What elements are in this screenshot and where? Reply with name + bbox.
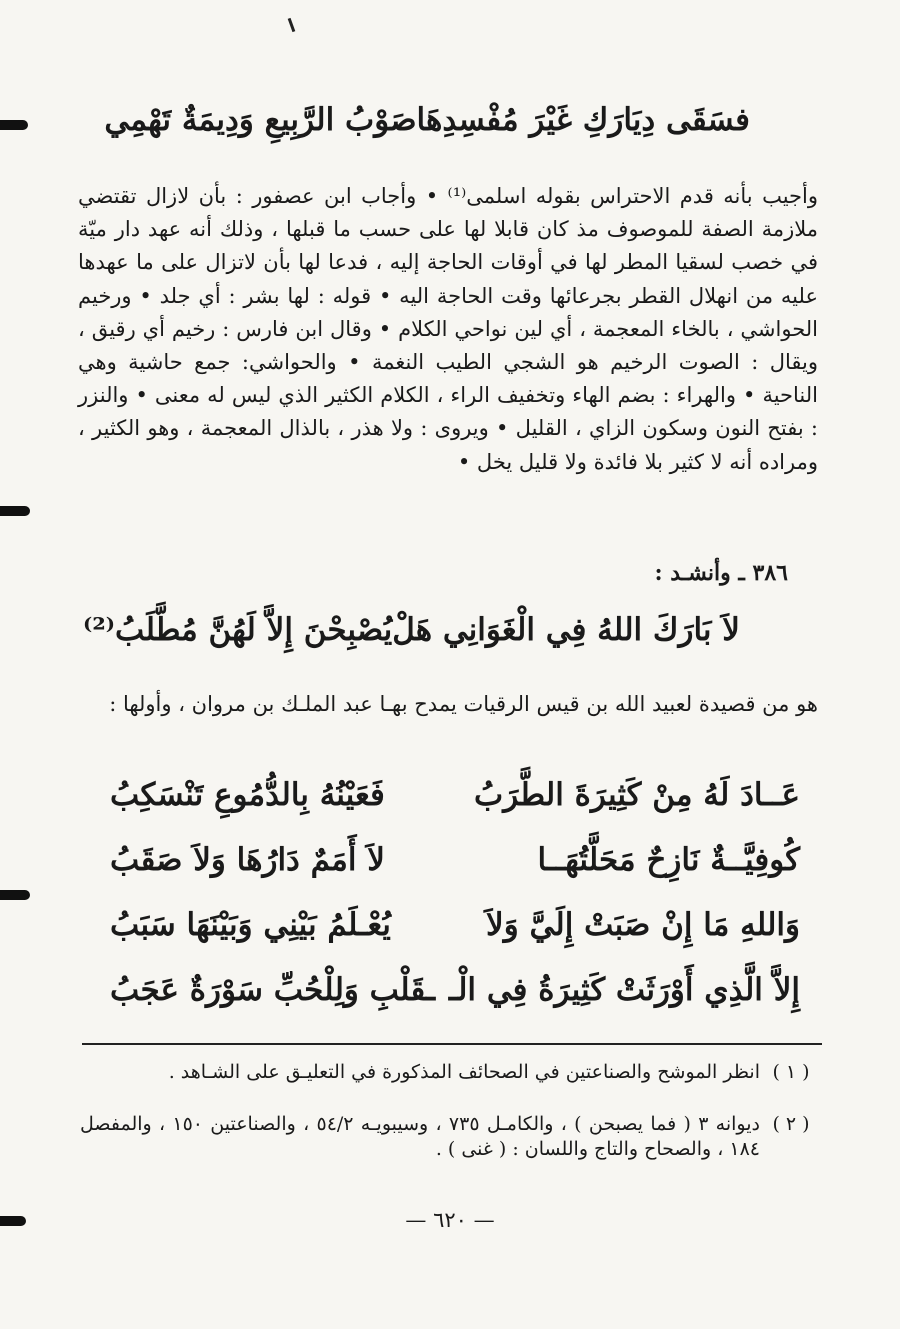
corner-mark xyxy=(288,18,296,32)
scan-edge-mark xyxy=(0,120,28,130)
verse-hemistich-right: عَــادَ لَهُ مِنْ كَثِيرَةَ الطَّرَبُ xyxy=(474,777,800,813)
scan-edge-mark xyxy=(0,506,30,516)
poem-line xyxy=(110,842,800,878)
poem-line xyxy=(110,972,800,1008)
footnote-separator xyxy=(82,1043,822,1045)
verse-hemistich-right: إِلاَّ الَّذِي أَوْرَثَتْ كَثِيرَةُ فِي الْـ xyxy=(448,972,800,1008)
footnote-number: ( ٢ ) xyxy=(772,1113,810,1135)
footnote-text: انظر الموشح والصناعتين في الصحائف المذكورة في التعليـق على الشـاهد . xyxy=(168,1061,760,1083)
verse-hemistich-left: ـقَلْبِ وَلِلْحُبِّ سَوْرَةٌ عَجَبُ xyxy=(110,972,436,1008)
verse-hemistich-right: كُوفِيَّــةٌ نَازِحٌ مَحَلَّتُهَــا xyxy=(537,842,800,878)
section-heading: ٣٨٦ ـ وأنشـد : xyxy=(654,560,788,586)
verse-hemistich-right: لاَ بَارَكَ اللهُ فِي الْغَوَانِي هَلْ xyxy=(392,612,740,648)
footnote-number: ( ١ ) xyxy=(772,1061,810,1083)
footnote-text: ديوانه ٣ ( فما يصبحن ) ، والكامـل ٧٣٥ ، وسيبويـه ٥٤/٢ ، والصناعتين ١٥٠ ، والمفصل ١٨٤ ، والصحاح والتاج واللسان : ( غنى ) . xyxy=(80,1113,761,1160)
verse-hemistich-right: وَاللهِ مَا إِنْ صَبَتْ إِلَيَّ وَلاَ xyxy=(486,907,800,943)
scan-edge-mark xyxy=(0,890,30,900)
commentary-paragraph: وأجيب بأنه قدم الاحتراس بقوله اسلمى⁽¹⁾ • وأجاب ابن عصفور : بأن لازال تقتضي ملازمة الصفة للموصوف مذ كان قابلا لها على حسب ما قبلها ، وذلك أنه عهد دار ميّة في خصب لسقيا المطر لها في أوقات الحاجة إليه ، فدعا لها بأن لاتزال على ما عهدها عليه من انهلال القطر بجرعائها وقت الحاجة اليه • قوله : لها بشر : أي جلد • ورخيم الحواشي ، بالخاء المعجمة ، أي لين نواحي الكلام • وقال ابن فارس : رخيم أي رقيق ، ويقال : الصوت الرخيم هو الشجي الطيب النغمة • والحواشي: جمع حاشية وهي الناحية • والهراء : بضم الهاء وتخفيف الراء ، الكلام الكثير الذي ليس له معنى • والنزر : بفتح النون وسكون الزاي ، القليل • ويروى : ولا هذر ، بالذال المعجمة ، وهو الكثير ، ومراده أنه لا كثير بلا فائدة ولا قليل يخل • xyxy=(78,184,819,474)
page-number: — ٦٢٠ — xyxy=(405,1208,495,1232)
verse-hemistich-left: يُعْـلَمُ بَيْنِي وَبَيْنَهَا سَبَبُ xyxy=(110,907,391,943)
footnote xyxy=(80,1060,822,1085)
verse-hemistich-left: يُصْبِحْنَ إِلاَّ لَهُنَّ مُطَّلَبُ⁽²⁾ xyxy=(82,612,393,648)
verse-hemistich-right: فسَقَى دِيَارَكِ غَيْرَ مُفْسِدِهَا xyxy=(416,102,750,138)
poem-line xyxy=(110,907,800,943)
verse-hemistich-left: لاَ أَمَمٌ دَارُهَا وَلاَ صَقَبُ xyxy=(110,842,385,878)
poem-line xyxy=(110,777,800,813)
top-verse xyxy=(104,102,750,138)
main-verse xyxy=(82,612,740,648)
source-paragraph: هو من قصيدة لعبيد الله بن قيس الرقيات يمدح بهـا عبد الملـك بن مروان ، وأولها : xyxy=(109,692,818,716)
verse-hemistich-left: صَوْبُ الرَّبِيعِ وَدِيمَةٌ تَهْمِي xyxy=(104,102,417,138)
verse-hemistich-left: فَعَيْنُهُ بِالدُّمُوعِ تَنْسَكِبُ xyxy=(110,777,385,813)
footnote xyxy=(80,1112,822,1162)
